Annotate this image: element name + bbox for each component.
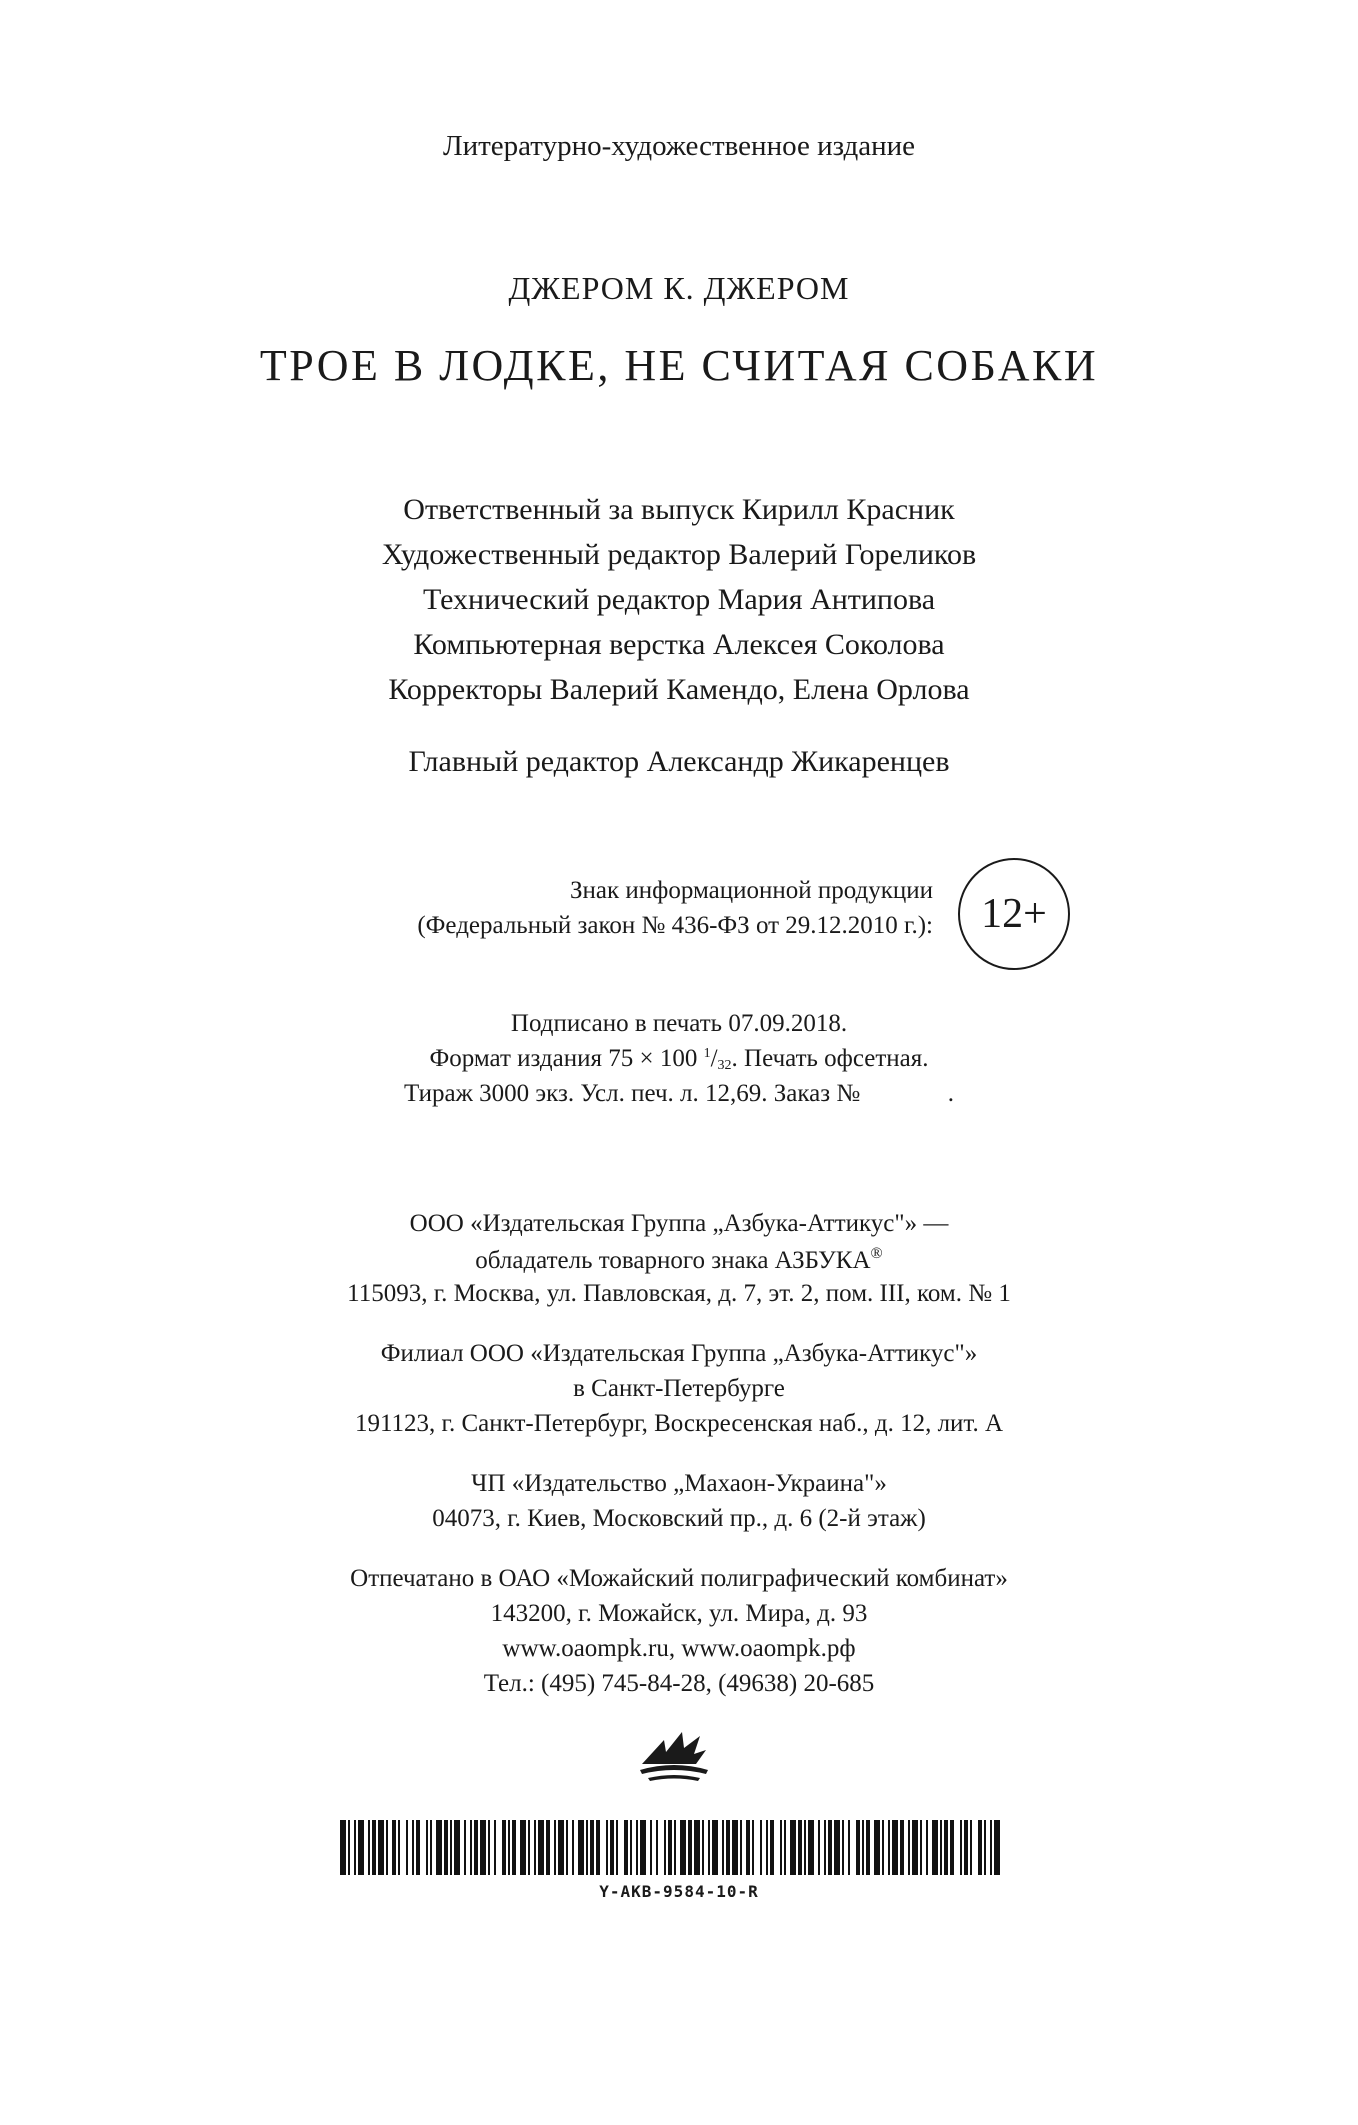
barcode-bar: [358, 1820, 364, 1875]
publisher-logo-icon: [634, 1720, 714, 1782]
barcode-bar: [926, 1820, 928, 1875]
barcode-bar: [508, 1820, 510, 1875]
barcode-bar: [578, 1820, 584, 1875]
barcode-bar: [368, 1820, 370, 1875]
barcode-bar: [900, 1820, 904, 1875]
barcode-bar: [824, 1820, 826, 1875]
barcode-bar: [668, 1820, 672, 1875]
ukraine-line-1: ЧП «Издательство „Махаон-Украина"»: [471, 1470, 887, 1497]
info-sign-text-1: Знак информационной продукции: [569, 877, 933, 904]
barcode-bar: [554, 1820, 556, 1875]
barcode-bar: [534, 1820, 536, 1875]
barcode-bar: [746, 1820, 750, 1875]
barcode-bar: [348, 1820, 350, 1875]
barcode-bar: [888, 1820, 890, 1875]
barcode-bar: [412, 1820, 414, 1875]
format-slash: /: [710, 1045, 718, 1072]
barcode-bar: [708, 1820, 710, 1875]
credit-line: Технический редактор Мария Антипова: [422, 583, 936, 616]
barcode-bar: [566, 1820, 568, 1875]
barcode-bar: [740, 1820, 742, 1875]
barcode-bar: [656, 1820, 658, 1875]
barcode-bar: [784, 1820, 786, 1875]
barcode-bar: [866, 1820, 870, 1875]
printer-websites: www.oaompk.ru, www.oaompk.рф: [502, 1635, 856, 1662]
printer-phone: Тел.: (495) 745-84-28, (49638) 20-685: [483, 1670, 875, 1697]
barcode-bar: [752, 1820, 754, 1875]
branch-line-1: Филиал ООО «Издательская Группа „Азбука-Аттикус"»: [380, 1340, 978, 1367]
barcode-bar: [732, 1820, 738, 1875]
info-sign-text-2: (Федеральный закон № 436-ФЗ от 29.12.2010 г.):: [417, 912, 933, 939]
barcode-bar: [780, 1820, 782, 1875]
barcode-bar: [664, 1820, 666, 1875]
barcode-bar: [454, 1820, 460, 1875]
barcode-bar: [990, 1820, 992, 1875]
barcode-bar: [688, 1820, 692, 1875]
barcode-bar: [640, 1820, 646, 1875]
barcode-bar: [834, 1820, 840, 1875]
barcode-bar: [950, 1820, 954, 1875]
barcode-code: Y-AKB-9584-10-R: [599, 1882, 759, 1901]
barcode-bar: [828, 1820, 832, 1875]
branch-address: 191123, г. Санкт-Петербург, Воскресенская наб., д. 12, лит. А: [354, 1410, 1004, 1437]
barcode-bar: [520, 1820, 526, 1875]
barcode-bar: [436, 1820, 442, 1875]
barcode-bar: [694, 1820, 700, 1875]
barcode-bar: [920, 1820, 922, 1875]
chief-editor-line: Главный редактор Александр Жикаренцев: [408, 745, 950, 778]
barcode-bar: [970, 1820, 972, 1875]
barcode-bar: [630, 1820, 632, 1875]
barcode-bar: [464, 1820, 466, 1875]
barcode-bar: [586, 1820, 588, 1875]
age-rating-badge: 12+: [958, 858, 1070, 970]
publisher-line-1: ООО «Издательская Группа „Азбука-Аттикус"» —: [409, 1210, 949, 1237]
barcode-bar: [808, 1820, 814, 1875]
barcode-bar: [398, 1820, 400, 1875]
barcode-bar: [572, 1820, 574, 1875]
credit-line: Корректоры Валерий Камендо, Елена Орлова: [388, 673, 970, 706]
barcode-bar: [488, 1820, 490, 1875]
print-format-line: [0, 1045, 1358, 1074]
barcode-bar: [874, 1820, 880, 1875]
credit-line: Художественный редактор Валерий Гореликов: [381, 538, 977, 571]
barcode-bar: [766, 1820, 768, 1875]
genre-line: Литературно-художественное издание: [442, 130, 916, 162]
barcode-bar: [944, 1820, 948, 1875]
barcode-bar: [386, 1820, 388, 1875]
barcode-bar: [932, 1820, 938, 1875]
barcode-bar: [960, 1820, 962, 1875]
book-title: ТРОЕ В ЛОДКЕ, НЕ СЧИТАЯ СОБАКИ: [259, 341, 1099, 390]
barcode-bar: [340, 1820, 346, 1875]
barcode-bar: [818, 1820, 820, 1875]
publisher-trademark-text: обладатель товарного знака АЗБУКА: [475, 1247, 871, 1274]
barcode-bar: [546, 1820, 550, 1875]
barcode-bar: [722, 1820, 724, 1875]
printer-line-1: Отпечатано в ОАО «Можайский полиграфический комбинат»: [350, 1565, 1008, 1592]
barcode-bar: [480, 1820, 486, 1875]
barcode-bar: [892, 1820, 898, 1875]
barcode-bar: [680, 1820, 686, 1875]
barcode-bar: [430, 1820, 432, 1875]
barcode-bar: [606, 1820, 608, 1875]
barcode-bar: [964, 1820, 968, 1875]
barcode-bar: [558, 1820, 564, 1875]
barcode-bar: [882, 1820, 884, 1875]
credit-line: Ответственный за выпуск Кирилл Красник: [403, 493, 955, 526]
barcode-bar: [590, 1820, 594, 1875]
barcode-bar: [770, 1820, 774, 1875]
registered-mark: ®: [870, 1245, 883, 1262]
barcode-bar: [596, 1820, 600, 1875]
format-sub: 32: [717, 1058, 732, 1073]
barcode-bar: [512, 1820, 516, 1875]
barcode-image: [340, 1820, 1000, 1875]
credit-line: Компьютерная верстка Алексея Соколова: [413, 628, 945, 661]
barcode-bar: [624, 1820, 628, 1875]
barcode-bar: [798, 1820, 802, 1875]
barcode-bar: [470, 1820, 472, 1875]
barcode-bar: [354, 1820, 356, 1875]
barcode-bar: [726, 1820, 730, 1875]
barcode-bar: [984, 1820, 986, 1875]
barcode-bar: [650, 1820, 652, 1875]
barcode-bar: [610, 1820, 614, 1875]
format-text: Формат издания 75 × 100: [429, 1045, 704, 1072]
publisher-line-2: [0, 1245, 1358, 1275]
barcode-bar: [842, 1820, 844, 1875]
barcode-bar: [538, 1820, 544, 1875]
barcode-bar: [378, 1820, 384, 1875]
ukraine-address: 04073, г. Киев, Московский пр., д. 6 (2-й этаж): [432, 1505, 926, 1532]
barcode-bar: [912, 1820, 918, 1875]
barcode-bar: [494, 1820, 496, 1875]
barcode-bar: [908, 1820, 910, 1875]
barcode-bar: [502, 1820, 506, 1875]
print-signed-line: Подписано в печать 07.09.2018.: [510, 1010, 848, 1037]
barcode-bar: [426, 1820, 428, 1875]
barcode-bar: [702, 1820, 704, 1875]
barcode-bar: [978, 1820, 982, 1875]
barcode-bar: [848, 1820, 850, 1875]
format-sup: 1: [703, 1046, 711, 1061]
format-text-end: . Печать офсетная.: [731, 1045, 929, 1072]
publisher-address: 115093, г. Москва, ул. Павловская, д. 7, эт. 2, пом. III, ком. № 1: [347, 1280, 1011, 1307]
barcode-bar: [790, 1820, 796, 1875]
barcode-bar: [856, 1820, 860, 1875]
barcode-bar: [994, 1820, 1000, 1875]
branch-line-2: в Санкт-Петербурге: [573, 1375, 785, 1402]
barcode-bar: [760, 1820, 762, 1875]
barcode-bar: [474, 1820, 478, 1875]
barcode-bar: [804, 1820, 806, 1875]
barcode-bar: [406, 1820, 408, 1875]
barcode-bar: [862, 1820, 864, 1875]
book-author: ДЖЕРОМ К. ДЖЕРОМ: [508, 270, 850, 306]
barcode-bar: [450, 1820, 452, 1875]
barcode-bar: [392, 1820, 396, 1875]
barcode-bar: [636, 1820, 638, 1875]
barcode-bar: [372, 1820, 376, 1875]
barcode-bar: [444, 1820, 448, 1875]
barcode-bar: [940, 1820, 942, 1875]
barcode-bar: [416, 1820, 420, 1875]
barcode-bar: [616, 1820, 618, 1875]
barcode-bar: [712, 1820, 718, 1875]
print-run-line: Тираж 3000 экз. Усл. печ. л. 12,69. Заказ № .: [404, 1080, 954, 1107]
barcode-bar: [528, 1820, 530, 1875]
printer-address: 143200, г. Можайск, ул. Мира, д. 93: [490, 1600, 868, 1627]
barcode-bar: [674, 1820, 676, 1875]
